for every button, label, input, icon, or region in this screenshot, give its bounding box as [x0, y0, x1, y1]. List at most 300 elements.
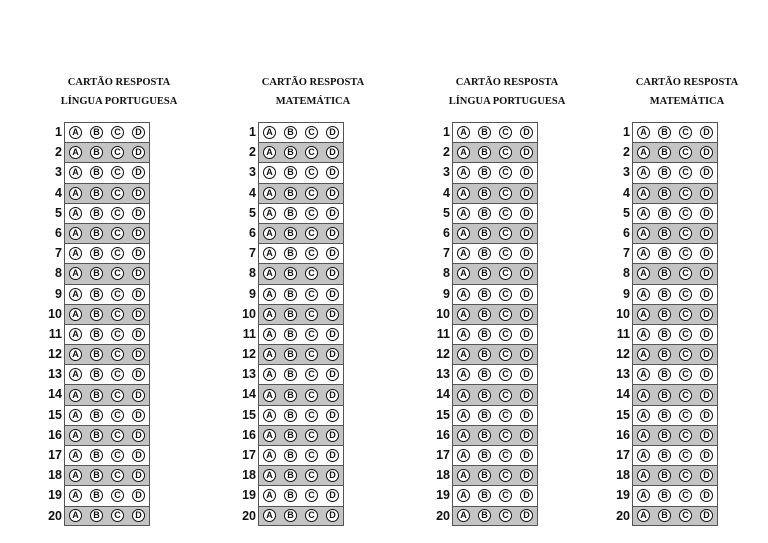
option-bubble-a[interactable]: A — [457, 146, 470, 159]
option-bubble-d[interactable]: D — [700, 328, 713, 341]
option-bubble-d[interactable]: D — [326, 207, 339, 220]
option-bubble-a[interactable]: A — [637, 146, 650, 159]
option-bubble-b[interactable]: B — [90, 187, 103, 200]
option-bubble-b[interactable]: B — [658, 368, 671, 381]
option-bubble-d[interactable]: D — [132, 368, 145, 381]
option-bubble-a[interactable]: A — [263, 489, 276, 502]
option-bubble-a[interactable]: A — [457, 348, 470, 361]
option-bubble-a[interactable]: A — [69, 368, 82, 381]
option-bubble-d[interactable]: D — [326, 449, 339, 462]
option-bubble-d[interactable]: D — [520, 267, 533, 280]
option-bubble-d[interactable]: D — [700, 449, 713, 462]
option-bubble-a[interactable]: A — [263, 146, 276, 159]
option-bubble-c[interactable]: C — [499, 207, 512, 220]
option-bubble-a[interactable]: A — [457, 187, 470, 200]
option-bubble-b[interactable]: B — [284, 429, 297, 442]
option-bubble-d[interactable]: D — [700, 267, 713, 280]
option-bubble-a[interactable]: A — [263, 469, 276, 482]
option-bubble-d[interactable]: D — [700, 227, 713, 240]
option-bubble-a[interactable]: A — [637, 227, 650, 240]
option-bubble-c[interactable]: C — [499, 308, 512, 321]
option-bubble-d[interactable]: D — [520, 409, 533, 422]
option-bubble-c[interactable]: C — [499, 368, 512, 381]
option-bubble-c[interactable]: C — [111, 328, 124, 341]
option-bubble-c[interactable]: C — [111, 247, 124, 260]
option-bubble-a[interactable]: A — [263, 187, 276, 200]
option-bubble-a[interactable]: A — [637, 389, 650, 402]
option-bubble-c[interactable]: C — [679, 348, 692, 361]
option-bubble-b[interactable]: B — [478, 187, 491, 200]
option-bubble-a[interactable]: A — [69, 509, 82, 522]
option-bubble-b[interactable]: B — [478, 126, 491, 139]
option-bubble-a[interactable]: A — [457, 166, 470, 179]
option-bubble-b[interactable]: B — [478, 146, 491, 159]
option-bubble-a[interactable]: A — [457, 368, 470, 381]
option-bubble-c[interactable]: C — [679, 207, 692, 220]
option-bubble-a[interactable]: A — [263, 348, 276, 361]
option-bubble-a[interactable]: A — [457, 308, 470, 321]
option-bubble-d[interactable]: D — [326, 227, 339, 240]
option-bubble-b[interactable]: B — [658, 469, 671, 482]
option-bubble-a[interactable]: A — [457, 449, 470, 462]
option-bubble-c[interactable]: C — [679, 409, 692, 422]
option-bubble-a[interactable]: A — [457, 227, 470, 240]
option-bubble-b[interactable]: B — [658, 187, 671, 200]
option-bubble-b[interactable]: B — [658, 207, 671, 220]
option-bubble-d[interactable]: D — [326, 409, 339, 422]
option-bubble-b[interactable]: B — [90, 267, 103, 280]
option-bubble-b[interactable]: B — [478, 308, 491, 321]
option-bubble-a[interactable]: A — [69, 489, 82, 502]
option-bubble-c[interactable]: C — [679, 247, 692, 260]
option-bubble-b[interactable]: B — [284, 348, 297, 361]
option-bubble-c[interactable]: C — [679, 429, 692, 442]
option-bubble-d[interactable]: D — [132, 187, 145, 200]
option-bubble-c[interactable]: C — [305, 308, 318, 321]
option-bubble-a[interactable]: A — [637, 368, 650, 381]
option-bubble-b[interactable]: B — [90, 429, 103, 442]
option-bubble-a[interactable]: A — [457, 126, 470, 139]
option-bubble-d[interactable]: D — [132, 227, 145, 240]
option-bubble-a[interactable]: A — [69, 409, 82, 422]
option-bubble-a[interactable]: A — [457, 288, 470, 301]
option-bubble-a[interactable]: A — [637, 126, 650, 139]
option-bubble-b[interactable]: B — [284, 166, 297, 179]
option-bubble-d[interactable]: D — [520, 348, 533, 361]
option-bubble-d[interactable]: D — [132, 489, 145, 502]
option-bubble-b[interactable]: B — [658, 267, 671, 280]
option-bubble-a[interactable]: A — [263, 267, 276, 280]
option-bubble-c[interactable]: C — [499, 146, 512, 159]
option-bubble-b[interactable]: B — [478, 207, 491, 220]
option-bubble-d[interactable]: D — [520, 429, 533, 442]
option-bubble-a[interactable]: A — [263, 409, 276, 422]
option-bubble-a[interactable]: A — [263, 368, 276, 381]
option-bubble-a[interactable]: A — [457, 207, 470, 220]
option-bubble-c[interactable]: C — [679, 146, 692, 159]
option-bubble-b[interactable]: B — [478, 288, 491, 301]
option-bubble-c[interactable]: C — [111, 267, 124, 280]
option-bubble-d[interactable]: D — [700, 469, 713, 482]
option-bubble-c[interactable]: C — [305, 409, 318, 422]
option-bubble-d[interactable]: D — [700, 368, 713, 381]
option-bubble-a[interactable]: A — [69, 187, 82, 200]
option-bubble-b[interactable]: B — [284, 146, 297, 159]
option-bubble-a[interactable]: A — [457, 247, 470, 260]
option-bubble-d[interactable]: D — [132, 267, 145, 280]
option-bubble-a[interactable]: A — [637, 247, 650, 260]
option-bubble-c[interactable]: C — [111, 429, 124, 442]
option-bubble-c[interactable]: C — [499, 288, 512, 301]
option-bubble-a[interactable]: A — [263, 449, 276, 462]
option-bubble-b[interactable]: B — [90, 328, 103, 341]
option-bubble-a[interactable]: A — [263, 227, 276, 240]
option-bubble-d[interactable]: D — [132, 166, 145, 179]
option-bubble-a[interactable]: A — [69, 267, 82, 280]
option-bubble-c[interactable]: C — [111, 166, 124, 179]
option-bubble-b[interactable]: B — [90, 247, 103, 260]
option-bubble-a[interactable]: A — [69, 207, 82, 220]
option-bubble-d[interactable]: D — [520, 227, 533, 240]
option-bubble-a[interactable]: A — [457, 389, 470, 402]
option-bubble-c[interactable]: C — [679, 267, 692, 280]
option-bubble-d[interactable]: D — [132, 247, 145, 260]
option-bubble-b[interactable]: B — [90, 348, 103, 361]
option-bubble-c[interactable]: C — [305, 126, 318, 139]
option-bubble-b[interactable]: B — [284, 247, 297, 260]
option-bubble-c[interactable]: C — [305, 247, 318, 260]
option-bubble-a[interactable]: A — [637, 409, 650, 422]
option-bubble-d[interactable]: D — [520, 449, 533, 462]
option-bubble-d[interactable]: D — [700, 348, 713, 361]
option-bubble-a[interactable]: A — [637, 429, 650, 442]
option-bubble-d[interactable]: D — [326, 469, 339, 482]
option-bubble-b[interactable]: B — [478, 328, 491, 341]
option-bubble-d[interactable]: D — [326, 348, 339, 361]
option-bubble-a[interactable]: A — [263, 288, 276, 301]
option-bubble-d[interactable]: D — [700, 187, 713, 200]
option-bubble-c[interactable]: C — [499, 187, 512, 200]
option-bubble-a[interactable]: A — [69, 429, 82, 442]
option-bubble-d[interactable]: D — [132, 469, 145, 482]
option-bubble-d[interactable]: D — [700, 429, 713, 442]
option-bubble-d[interactable]: D — [132, 348, 145, 361]
option-bubble-c[interactable]: C — [679, 449, 692, 462]
option-bubble-a[interactable]: A — [69, 166, 82, 179]
option-bubble-c[interactable]: C — [679, 308, 692, 321]
option-bubble-a[interactable]: A — [637, 328, 650, 341]
option-bubble-a[interactable]: A — [263, 328, 276, 341]
option-bubble-c[interactable]: C — [305, 509, 318, 522]
option-bubble-c[interactable]: C — [305, 187, 318, 200]
option-bubble-d[interactable]: D — [132, 449, 145, 462]
option-bubble-c[interactable]: C — [679, 166, 692, 179]
option-bubble-b[interactable]: B — [478, 368, 491, 381]
option-bubble-d[interactable]: D — [326, 247, 339, 260]
option-bubble-b[interactable]: B — [658, 489, 671, 502]
option-bubble-a[interactable]: A — [69, 389, 82, 402]
option-bubble-b[interactable]: B — [658, 328, 671, 341]
option-bubble-a[interactable]: A — [69, 247, 82, 260]
option-bubble-b[interactable]: B — [658, 166, 671, 179]
option-bubble-b[interactable]: B — [284, 126, 297, 139]
option-bubble-d[interactable]: D — [132, 389, 145, 402]
option-bubble-b[interactable]: B — [284, 509, 297, 522]
option-bubble-c[interactable]: C — [305, 429, 318, 442]
option-bubble-d[interactable]: D — [520, 489, 533, 502]
option-bubble-a[interactable]: A — [263, 207, 276, 220]
option-bubble-d[interactable]: D — [520, 187, 533, 200]
option-bubble-b[interactable]: B — [284, 187, 297, 200]
option-bubble-d[interactable]: D — [700, 207, 713, 220]
option-bubble-a[interactable]: A — [263, 308, 276, 321]
option-bubble-a[interactable]: A — [69, 288, 82, 301]
option-bubble-d[interactable]: D — [520, 389, 533, 402]
option-bubble-d[interactable]: D — [520, 288, 533, 301]
option-bubble-d[interactable]: D — [700, 509, 713, 522]
option-bubble-d[interactable]: D — [700, 389, 713, 402]
option-bubble-b[interactable]: B — [284, 267, 297, 280]
option-bubble-d[interactable]: D — [326, 288, 339, 301]
option-bubble-b[interactable]: B — [478, 429, 491, 442]
option-bubble-c[interactable]: C — [679, 328, 692, 341]
option-bubble-b[interactable]: B — [658, 409, 671, 422]
option-bubble-c[interactable]: C — [305, 227, 318, 240]
option-bubble-d[interactable]: D — [132, 288, 145, 301]
option-bubble-a[interactable]: A — [69, 328, 82, 341]
option-bubble-c[interactable]: C — [111, 368, 124, 381]
option-bubble-d[interactable]: D — [520, 368, 533, 381]
option-bubble-c[interactable]: C — [305, 146, 318, 159]
option-bubble-b[interactable]: B — [90, 308, 103, 321]
option-bubble-d[interactable]: D — [520, 469, 533, 482]
option-bubble-a[interactable]: A — [457, 409, 470, 422]
option-bubble-a[interactable]: A — [637, 469, 650, 482]
option-bubble-a[interactable]: A — [69, 348, 82, 361]
option-bubble-b[interactable]: B — [90, 288, 103, 301]
option-bubble-d[interactable]: D — [326, 389, 339, 402]
option-bubble-c[interactable]: C — [111, 126, 124, 139]
option-bubble-c[interactable]: C — [305, 207, 318, 220]
option-bubble-d[interactable]: D — [132, 308, 145, 321]
option-bubble-b[interactable]: B — [658, 389, 671, 402]
option-bubble-b[interactable]: B — [284, 389, 297, 402]
option-bubble-d[interactable]: D — [132, 328, 145, 341]
option-bubble-d[interactable]: D — [326, 166, 339, 179]
option-bubble-b[interactable]: B — [478, 267, 491, 280]
option-bubble-b[interactable]: B — [284, 308, 297, 321]
option-bubble-a[interactable]: A — [69, 227, 82, 240]
option-bubble-d[interactable]: D — [326, 126, 339, 139]
option-bubble-b[interactable]: B — [284, 489, 297, 502]
option-bubble-c[interactable]: C — [111, 509, 124, 522]
option-bubble-b[interactable]: B — [658, 126, 671, 139]
option-bubble-c[interactable]: C — [499, 469, 512, 482]
option-bubble-b[interactable]: B — [658, 146, 671, 159]
option-bubble-d[interactable]: D — [520, 308, 533, 321]
option-bubble-b[interactable]: B — [90, 126, 103, 139]
option-bubble-c[interactable]: C — [111, 227, 124, 240]
option-bubble-b[interactable]: B — [90, 368, 103, 381]
option-bubble-a[interactable]: A — [263, 389, 276, 402]
option-bubble-b[interactable]: B — [90, 409, 103, 422]
option-bubble-c[interactable]: C — [305, 389, 318, 402]
option-bubble-d[interactable]: D — [326, 187, 339, 200]
option-bubble-c[interactable]: C — [499, 348, 512, 361]
option-bubble-d[interactable]: D — [520, 166, 533, 179]
option-bubble-d[interactable]: D — [132, 126, 145, 139]
option-bubble-d[interactable]: D — [700, 288, 713, 301]
option-bubble-d[interactable]: D — [326, 308, 339, 321]
option-bubble-a[interactable]: A — [69, 126, 82, 139]
option-bubble-a[interactable]: A — [637, 449, 650, 462]
option-bubble-b[interactable]: B — [90, 469, 103, 482]
option-bubble-a[interactable]: A — [69, 308, 82, 321]
option-bubble-b[interactable]: B — [90, 146, 103, 159]
option-bubble-c[interactable]: C — [679, 489, 692, 502]
option-bubble-b[interactable]: B — [90, 449, 103, 462]
option-bubble-b[interactable]: B — [478, 247, 491, 260]
option-bubble-c[interactable]: C — [305, 166, 318, 179]
option-bubble-d[interactable]: D — [326, 328, 339, 341]
option-bubble-d[interactable]: D — [700, 308, 713, 321]
option-bubble-d[interactable]: D — [326, 489, 339, 502]
option-bubble-c[interactable]: C — [305, 469, 318, 482]
option-bubble-a[interactable]: A — [457, 267, 470, 280]
option-bubble-a[interactable]: A — [263, 166, 276, 179]
option-bubble-c[interactable]: C — [499, 227, 512, 240]
option-bubble-b[interactable]: B — [478, 389, 491, 402]
option-bubble-b[interactable]: B — [90, 489, 103, 502]
option-bubble-c[interactable]: C — [679, 227, 692, 240]
option-bubble-d[interactable]: D — [326, 146, 339, 159]
option-bubble-b[interactable]: B — [478, 348, 491, 361]
option-bubble-d[interactable]: D — [326, 267, 339, 280]
option-bubble-b[interactable]: B — [658, 247, 671, 260]
option-bubble-d[interactable]: D — [132, 409, 145, 422]
option-bubble-c[interactable]: C — [111, 469, 124, 482]
option-bubble-c[interactable]: C — [679, 368, 692, 381]
option-bubble-d[interactable]: D — [520, 328, 533, 341]
option-bubble-c[interactable]: C — [305, 328, 318, 341]
option-bubble-c[interactable]: C — [111, 409, 124, 422]
option-bubble-c[interactable]: C — [305, 288, 318, 301]
option-bubble-c[interactable]: C — [111, 207, 124, 220]
option-bubble-b[interactable]: B — [90, 166, 103, 179]
option-bubble-c[interactable]: C — [679, 288, 692, 301]
option-bubble-b[interactable]: B — [90, 509, 103, 522]
option-bubble-b[interactable]: B — [658, 288, 671, 301]
option-bubble-d[interactable]: D — [520, 247, 533, 260]
option-bubble-c[interactable]: C — [679, 469, 692, 482]
option-bubble-c[interactable]: C — [499, 247, 512, 260]
option-bubble-b[interactable]: B — [478, 227, 491, 240]
option-bubble-d[interactable]: D — [520, 126, 533, 139]
option-bubble-c[interactable]: C — [499, 166, 512, 179]
option-bubble-c[interactable]: C — [111, 187, 124, 200]
option-bubble-a[interactable]: A — [457, 509, 470, 522]
option-bubble-b[interactable]: B — [658, 429, 671, 442]
option-bubble-d[interactable]: D — [700, 247, 713, 260]
option-bubble-d[interactable]: D — [132, 509, 145, 522]
option-bubble-c[interactable]: C — [679, 187, 692, 200]
option-bubble-d[interactable]: D — [132, 146, 145, 159]
option-bubble-b[interactable]: B — [478, 509, 491, 522]
option-bubble-c[interactable]: C — [111, 146, 124, 159]
option-bubble-c[interactable]: C — [111, 449, 124, 462]
option-bubble-c[interactable]: C — [679, 389, 692, 402]
option-bubble-d[interactable]: D — [700, 166, 713, 179]
option-bubble-b[interactable]: B — [658, 348, 671, 361]
option-bubble-c[interactable]: C — [111, 288, 124, 301]
option-bubble-d[interactable]: D — [700, 126, 713, 139]
option-bubble-b[interactable]: B — [284, 328, 297, 341]
option-bubble-c[interactable]: C — [679, 126, 692, 139]
option-bubble-b[interactable]: B — [478, 449, 491, 462]
option-bubble-c[interactable]: C — [499, 429, 512, 442]
option-bubble-d[interactable]: D — [700, 409, 713, 422]
option-bubble-b[interactable]: B — [284, 288, 297, 301]
option-bubble-d[interactable]: D — [520, 146, 533, 159]
option-bubble-c[interactable]: C — [305, 449, 318, 462]
option-bubble-c[interactable]: C — [111, 348, 124, 361]
option-bubble-c[interactable]: C — [499, 509, 512, 522]
option-bubble-c[interactable]: C — [499, 126, 512, 139]
option-bubble-c[interactable]: C — [305, 368, 318, 381]
option-bubble-d[interactable]: D — [326, 429, 339, 442]
option-bubble-a[interactable]: A — [457, 429, 470, 442]
option-bubble-b[interactable]: B — [658, 449, 671, 462]
option-bubble-a[interactable]: A — [69, 469, 82, 482]
option-bubble-a[interactable]: A — [263, 126, 276, 139]
option-bubble-c[interactable]: C — [499, 267, 512, 280]
option-bubble-b[interactable]: B — [90, 207, 103, 220]
option-bubble-c[interactable]: C — [499, 449, 512, 462]
option-bubble-c[interactable]: C — [305, 348, 318, 361]
option-bubble-a[interactable]: A — [457, 489, 470, 502]
option-bubble-c[interactable]: C — [499, 409, 512, 422]
option-bubble-b[interactable]: B — [284, 409, 297, 422]
option-bubble-d[interactable]: D — [326, 509, 339, 522]
option-bubble-c[interactable]: C — [111, 389, 124, 402]
option-bubble-b[interactable]: B — [284, 449, 297, 462]
option-bubble-a[interactable]: A — [637, 288, 650, 301]
option-bubble-a[interactable]: A — [263, 429, 276, 442]
option-bubble-b[interactable]: B — [478, 489, 491, 502]
option-bubble-a[interactable]: A — [457, 328, 470, 341]
option-bubble-b[interactable]: B — [478, 166, 491, 179]
option-bubble-d[interactable]: D — [520, 509, 533, 522]
option-bubble-b[interactable]: B — [284, 469, 297, 482]
option-bubble-d[interactable]: D — [700, 489, 713, 502]
option-bubble-a[interactable]: A — [637, 166, 650, 179]
option-bubble-b[interactable]: B — [284, 207, 297, 220]
option-bubble-c[interactable]: C — [305, 489, 318, 502]
option-bubble-a[interactable]: A — [637, 308, 650, 321]
option-bubble-a[interactable]: A — [637, 348, 650, 361]
option-bubble-b[interactable]: B — [90, 227, 103, 240]
option-bubble-d[interactable]: D — [520, 207, 533, 220]
option-bubble-b[interactable]: B — [658, 308, 671, 321]
option-bubble-a[interactable]: A — [69, 449, 82, 462]
option-bubble-a[interactable]: A — [263, 509, 276, 522]
option-bubble-a[interactable]: A — [263, 247, 276, 260]
option-bubble-a[interactable]: A — [69, 146, 82, 159]
option-bubble-c[interactable]: C — [499, 489, 512, 502]
option-bubble-c[interactable]: C — [111, 489, 124, 502]
option-bubble-a[interactable]: A — [637, 267, 650, 280]
option-bubble-b[interactable]: B — [284, 368, 297, 381]
